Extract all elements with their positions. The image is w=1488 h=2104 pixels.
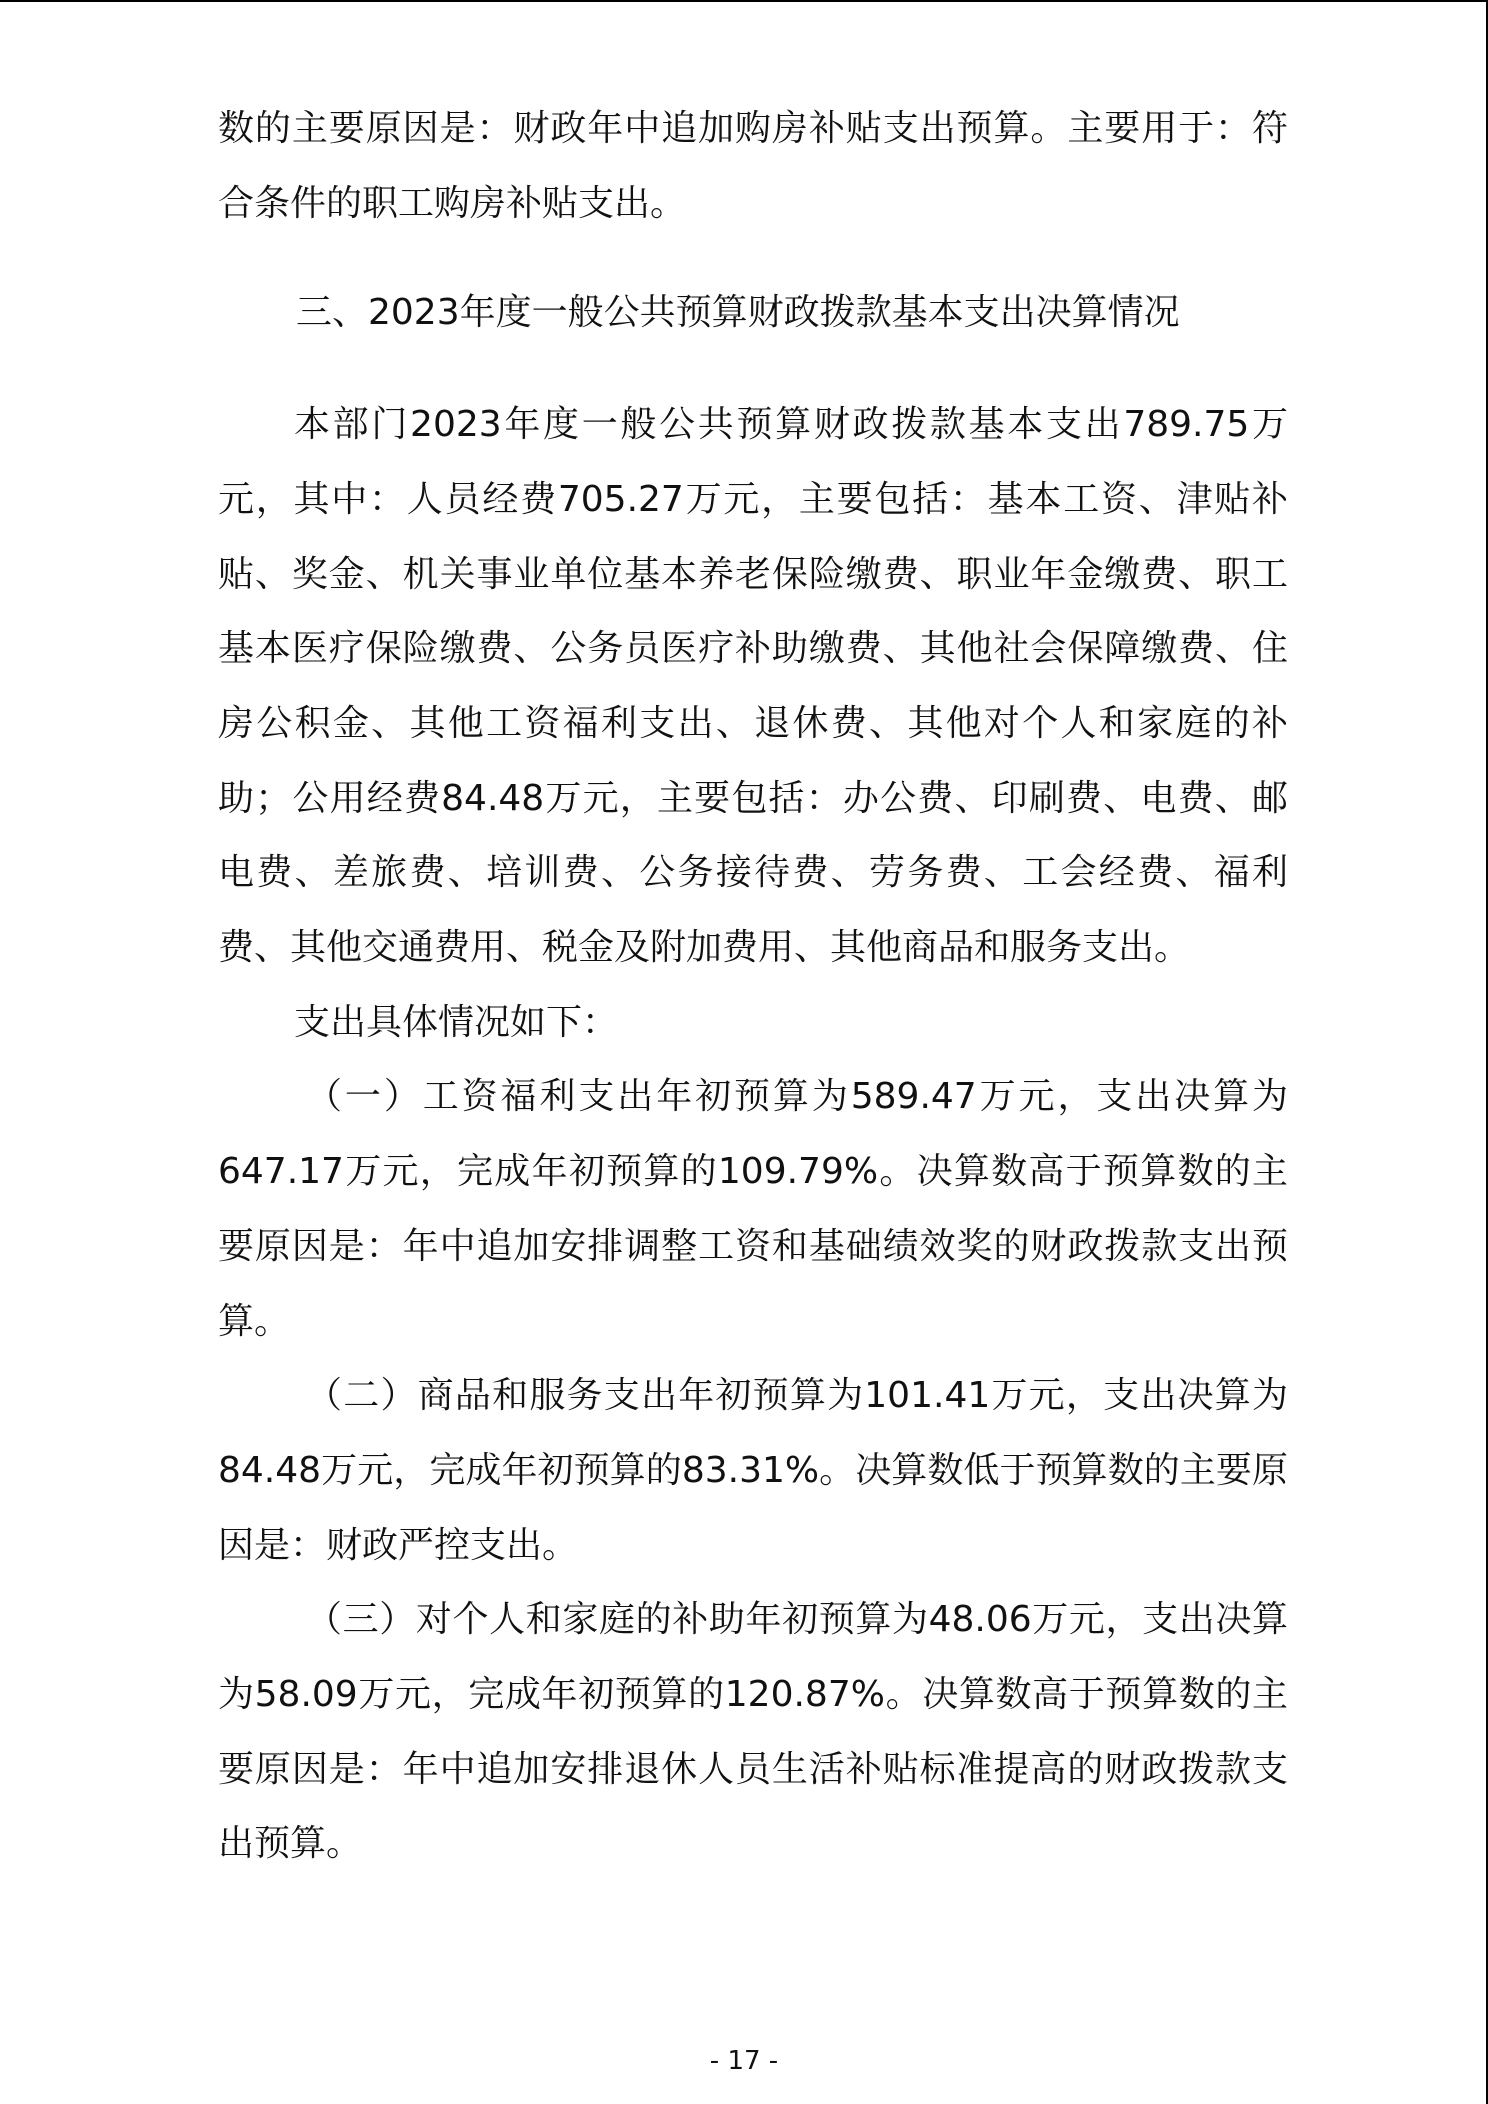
- section-heading: 三、2023年度一般公共预算财政拨款基本支出决算情况: [296, 292, 1180, 334]
- page-number: - 17 -: [709, 2046, 779, 2076]
- item-individual-family-subsidy: （三）对个人和家庭的补助年初预算为48.06万元，支出决算为58.09万元，完成年初预算的120.87%。决算数高于预算数的主要原因是：年中追加安排退休人员生活补贴标准提高的财政拨款支出预算。: [218, 1599, 1288, 1865]
- document-body: [218, 92, 1288, 1882]
- item-goods-services: （二）商品和服务支出年初预算为101.41万元，支出决算为84.48万元，完成年初预算的83.31%。决算数低于预算数的主要原因是：财政严控支出。: [218, 1375, 1288, 1566]
- paragraph-basic-expenditure: 本部门2023年度一般公共预算财政拨款基本支出789.75万元，其中：人员经费705.27万元，主要包括：基本工资、津贴补贴、奖金、机关事业单位基本养老保险缴费、职业年金缴费、职工基本医疗保险缴费、公务员医疗补助缴费、其他社会保障缴费、住房公积金、其他工资福利支出、退休费、其他对个人和家庭的补助；公用经费84.48万元，主要包括：办公费、印刷费、电费、邮电费、差旅费、培训费、公务接待费、劳务费、工会经费、福利费、其他交通费用、税金及附加费用、其他商品和服务支出。: [218, 404, 1288, 969]
- paragraph-continued: 数的主要原因是：财政年中追加购房补贴支出预算。主要用于：符合条件的职工购房补贴支出。: [218, 108, 1288, 224]
- paragraph-details-intro: 支出具体情况如下：: [294, 1001, 619, 1043]
- page-top-border: [0, 0, 1488, 2]
- item-salary-welfare: （一）工资福利支出年初预算为589.47万元，支出决算为647.17万元，完成年初预算的109.79%。决算数高于预算数的主要原因是：年中追加安排调整工资和基础绩效奖的财政拨款支出预算。: [218, 1076, 1288, 1342]
